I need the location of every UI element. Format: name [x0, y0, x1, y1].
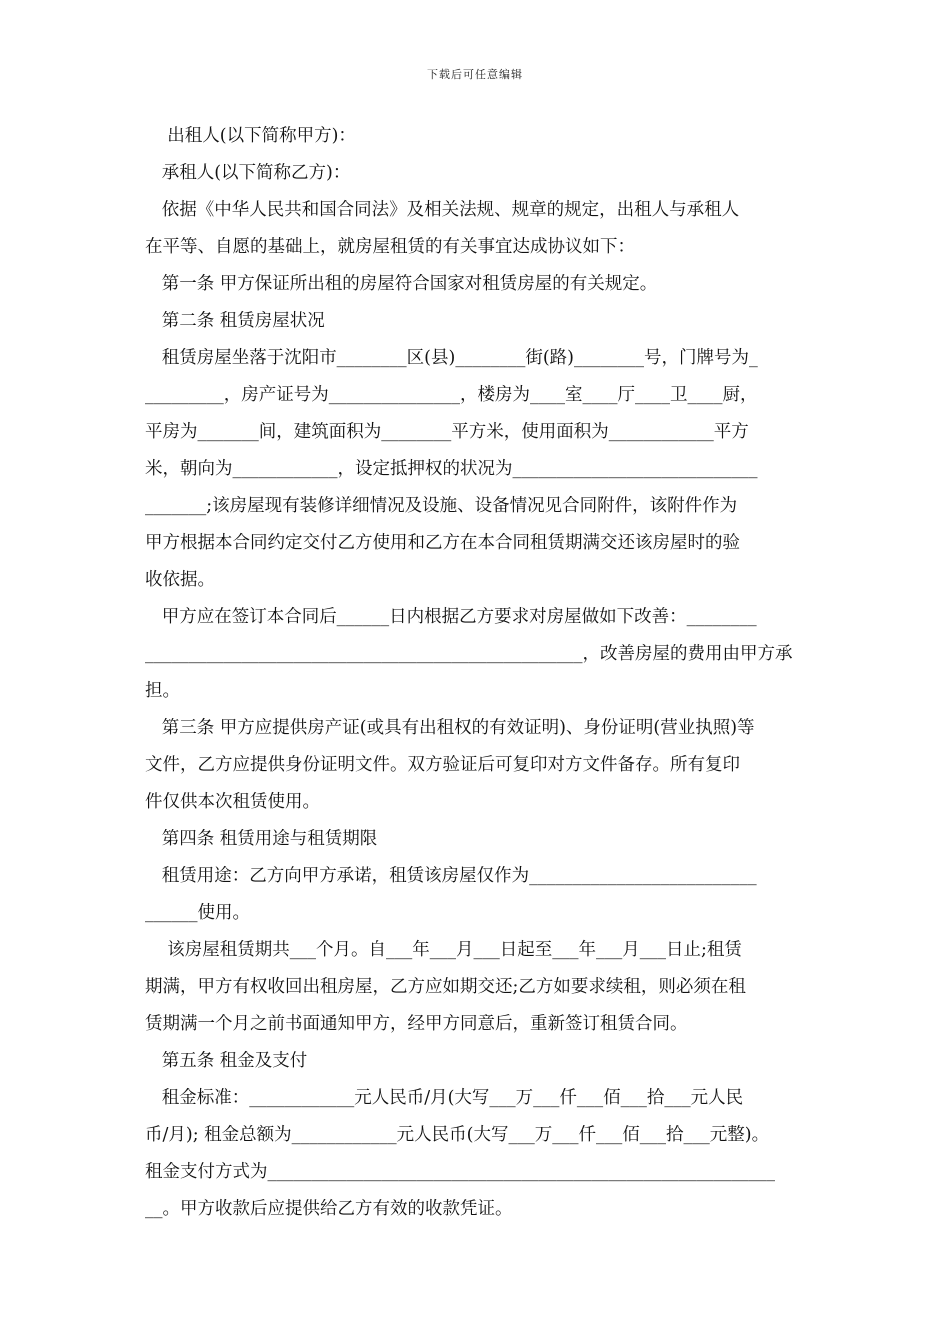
rent-line-3: 租金支付方式为__________________________________________________________ [145, 1162, 775, 1182]
preamble-line-1: 依据《中华人民共和国合同法》及相关法规、规章的规定，出租人与承租人 [145, 200, 740, 220]
article-4-heading: 第四条 租赁用途与租赁期限 [145, 829, 378, 849]
improvement-line-2: __________________________________________________，改善房屋的费用由甲方承 [145, 644, 793, 664]
article-4-line-2: ______使用。 [145, 903, 250, 923]
rent-line-4: __。甲方收款后应提供给乙方有效的收款凭证。 [145, 1199, 513, 1219]
term-line-3: 赁期满一个月之前书面通知甲方，经甲方同意后，重新签订租赁合同。 [145, 1014, 688, 1034]
lessor-line: 出租人(以下简称甲方)： [145, 126, 356, 146]
article-2-line-3: 平房为_______间，建筑面积为________平方米，使用面积为____________平方 [145, 422, 749, 442]
article-4-line-1: 租赁用途：乙方向甲方承诺，租赁该房屋仅作为__________________________ [145, 866, 757, 886]
article-3-line-3: 件仅供本次租赁使用。 [145, 792, 320, 812]
article-1: 第一条 甲方保证所出租的房屋符合国家对租赁房屋的有关规定。 [145, 274, 658, 294]
lessee-line: 承租人(以下简称乙方)： [145, 163, 351, 183]
article-2-line-2: _________，房产证号为_______________，楼房为____室____厅____卫____厨， [145, 385, 758, 405]
article-2-line-7: 收依据。 [145, 570, 215, 590]
article-2-heading: 第二条 租赁房屋状况 [145, 311, 325, 331]
rent-line-1: 租金标准：____________元人民币/月(大写___万___仟___佰___拾___元人民 [145, 1088, 744, 1108]
article-2-line-4: 米，朝向为____________，设定抵押权的状况为____________________________ [145, 459, 758, 479]
contract-body [145, 118, 810, 1228]
preamble-line-2: 在平等、自愿的基础上，就房屋租赁的有关事宜达成协议如下： [145, 237, 635, 257]
article-2-line-1: 租赁房屋坐落于沈阳市________区(县)________街(路)________号，门牌号为_ [145, 348, 758, 368]
improvement-line-1: 甲方应在签订本合同后______日内根据乙方要求对房屋做如下改善：________ [145, 607, 757, 627]
term-line-2: 期满，甲方有权收回出租房屋，乙方应如期交还;乙方如要求续租，则必须在租 [145, 977, 746, 997]
rent-line-2: 币/月); 租金总额为____________元人民币(大写___万___仟___佰___拾___元整)。 [145, 1125, 770, 1145]
page-header: 下载后可任意编辑 [427, 68, 523, 81]
term-line-1: 该房屋租赁期共___个月。自___年___月___日起至___年___月___日止;租赁 [145, 940, 742, 960]
article-2-line-5: _______;该房屋现有装修详细情况及设施、设备情况见合同附件，该附件作为 [145, 496, 738, 516]
article-5-heading: 第五条 租金及支付 [145, 1051, 308, 1071]
improvement-line-3: 担。 [145, 681, 180, 701]
article-2-line-6: 甲方根据本合同约定交付乙方使用和乙方在本合同租赁期满交还该房屋时的验 [145, 533, 740, 553]
article-3-line-2: 文件，乙方应提供身份证明文件。双方验证后可复印对方文件备存。所有复印 [145, 755, 740, 775]
article-3-line-1: 第三条 甲方应提供房产证(或具有出租权的有效证明)、身份证明(营业执照)等 [145, 718, 755, 738]
